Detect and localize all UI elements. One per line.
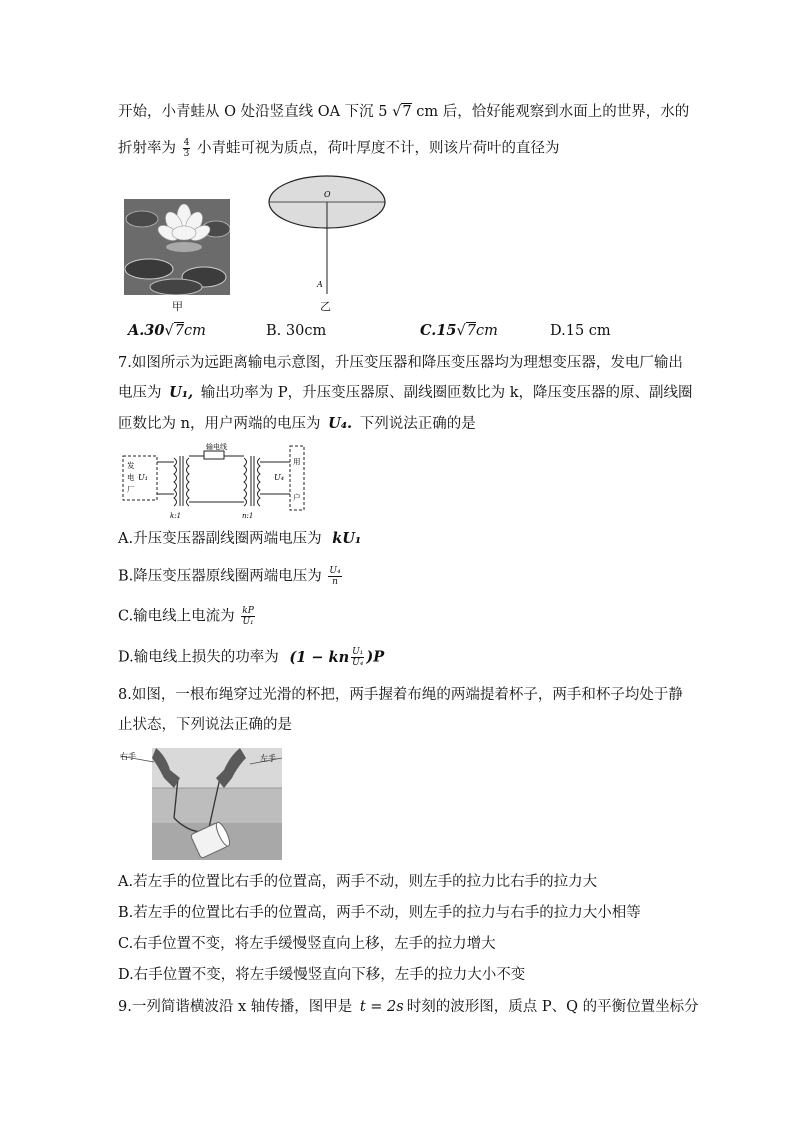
q7-option-c: C.输电线上电流为 $\frac{kP}{\text{U₁}}$ (118, 606, 254, 627)
step-up-secondary-coil (187, 458, 190, 506)
plant-label: 发 (127, 461, 135, 470)
right-hand-label: 右手 (120, 752, 136, 761)
n-ratio-label: n:1 (242, 512, 254, 520)
q6-option-d: D.15 cm (550, 323, 611, 339)
svg-text:厂: 厂 (127, 485, 135, 494)
lotus-illustration (124, 199, 230, 295)
q7-option-b: B.降压变压器原线圈两端电压为 $\frac{\text{U₄}}{n}$ (118, 566, 341, 587)
label-O: O (324, 190, 331, 199)
q6-option-a: A.30√7cm (128, 322, 206, 339)
q8-option-a: A.若左手的位置比右手的位置高，两手不动，则左手的拉力比右手的拉力大 (118, 874, 598, 890)
q8-option-d: D.右手位置不变，将左手缓慢竖直向下移，左手的拉力大小不变 (118, 967, 526, 983)
label-A: A (317, 280, 323, 289)
q7-option-d: D.输电线上损失的功率为 (1 − kn $\frac{\text{U₁}}{\text{U₄}}$ )P (118, 647, 385, 668)
q8-line-1: 8.如图，一根布绳穿过光滑的杯把，两手握着布绳的两端提着杯子，两手和杯子均处于静 (118, 687, 683, 703)
q8-line-2: 止状态，下列说法正确的是 (118, 717, 292, 733)
transmission-line-resistor (204, 451, 224, 459)
q6-option-c: C.15√7cm (420, 322, 498, 339)
lily-pad-diagram (266, 172, 392, 302)
fraction-4-3: $\frac{4}{3}$ (183, 138, 190, 159)
user-label: 用 (293, 457, 301, 466)
svg-text:户: 户 (293, 493, 301, 502)
lotus-photo (124, 199, 230, 295)
q7-line-1: 7.如图所示为远距离输电示意图，升压变压器和降压变压器均为理想变压器，发电厂输出 (118, 355, 683, 371)
step-up-primary-coil (174, 458, 177, 506)
caption-jia: 甲 (172, 300, 183, 313)
sqrt-symbol: √ (392, 104, 402, 120)
u1-label: U₁ (138, 473, 148, 482)
step-down-secondary-coil (258, 458, 261, 506)
k-ratio-label: k:1 (170, 512, 182, 520)
step-down-primary-coil (244, 458, 247, 506)
q7-option-a: A.升压变压器副线圈两端电压为 kU₁ (118, 530, 362, 547)
left-hand-label: 左手 (260, 754, 276, 763)
q6-line-1: 开始，小青蛙从 O 处沿竖直线 OA 下沉 5 √7 cm 后，恰好能观察到水面上的世界，水的 (118, 104, 690, 120)
q6-option-b: B. 30cm (266, 323, 327, 339)
q9-line-1: 9.一列简谐横波沿 x 轴传播，图甲是 t = 2s 时刻的波形图，质点 P、Q 的平衡位置坐标分 (118, 999, 699, 1015)
cup-rope-photo (120, 748, 282, 860)
q8-option-c: C.右手位置不变，将左手缓慢竖直向上移，左手的拉力增大 (118, 936, 496, 952)
u4-label: U₄ (274, 473, 284, 482)
q6-line-2: 折射率为 $\frac{4}{3}$ 小青蛙可视为质点，荷叶厚度不计，则该片荷叶的直径为 (118, 138, 560, 159)
wire-label: 输电线 (206, 443, 227, 451)
svg-text:电: 电 (127, 473, 135, 482)
q8-option-b: B.若左手的位置比右手的位置高，两手不动，则左手的拉力与右手的拉力大小相等 (118, 905, 641, 921)
power-transmission-diagram (118, 442, 318, 522)
q7-line-2: 电压为 U₁, 输出功率为 P，升压变压器原、副线圈匝数比为 k，降压变压器的原、副线圈 (118, 384, 693, 401)
caption-yi: 乙 (320, 300, 331, 313)
q7-line-3: 匝数比为 n，用户两端的电压为 U₄. 下列说法正确的是 (118, 415, 476, 432)
